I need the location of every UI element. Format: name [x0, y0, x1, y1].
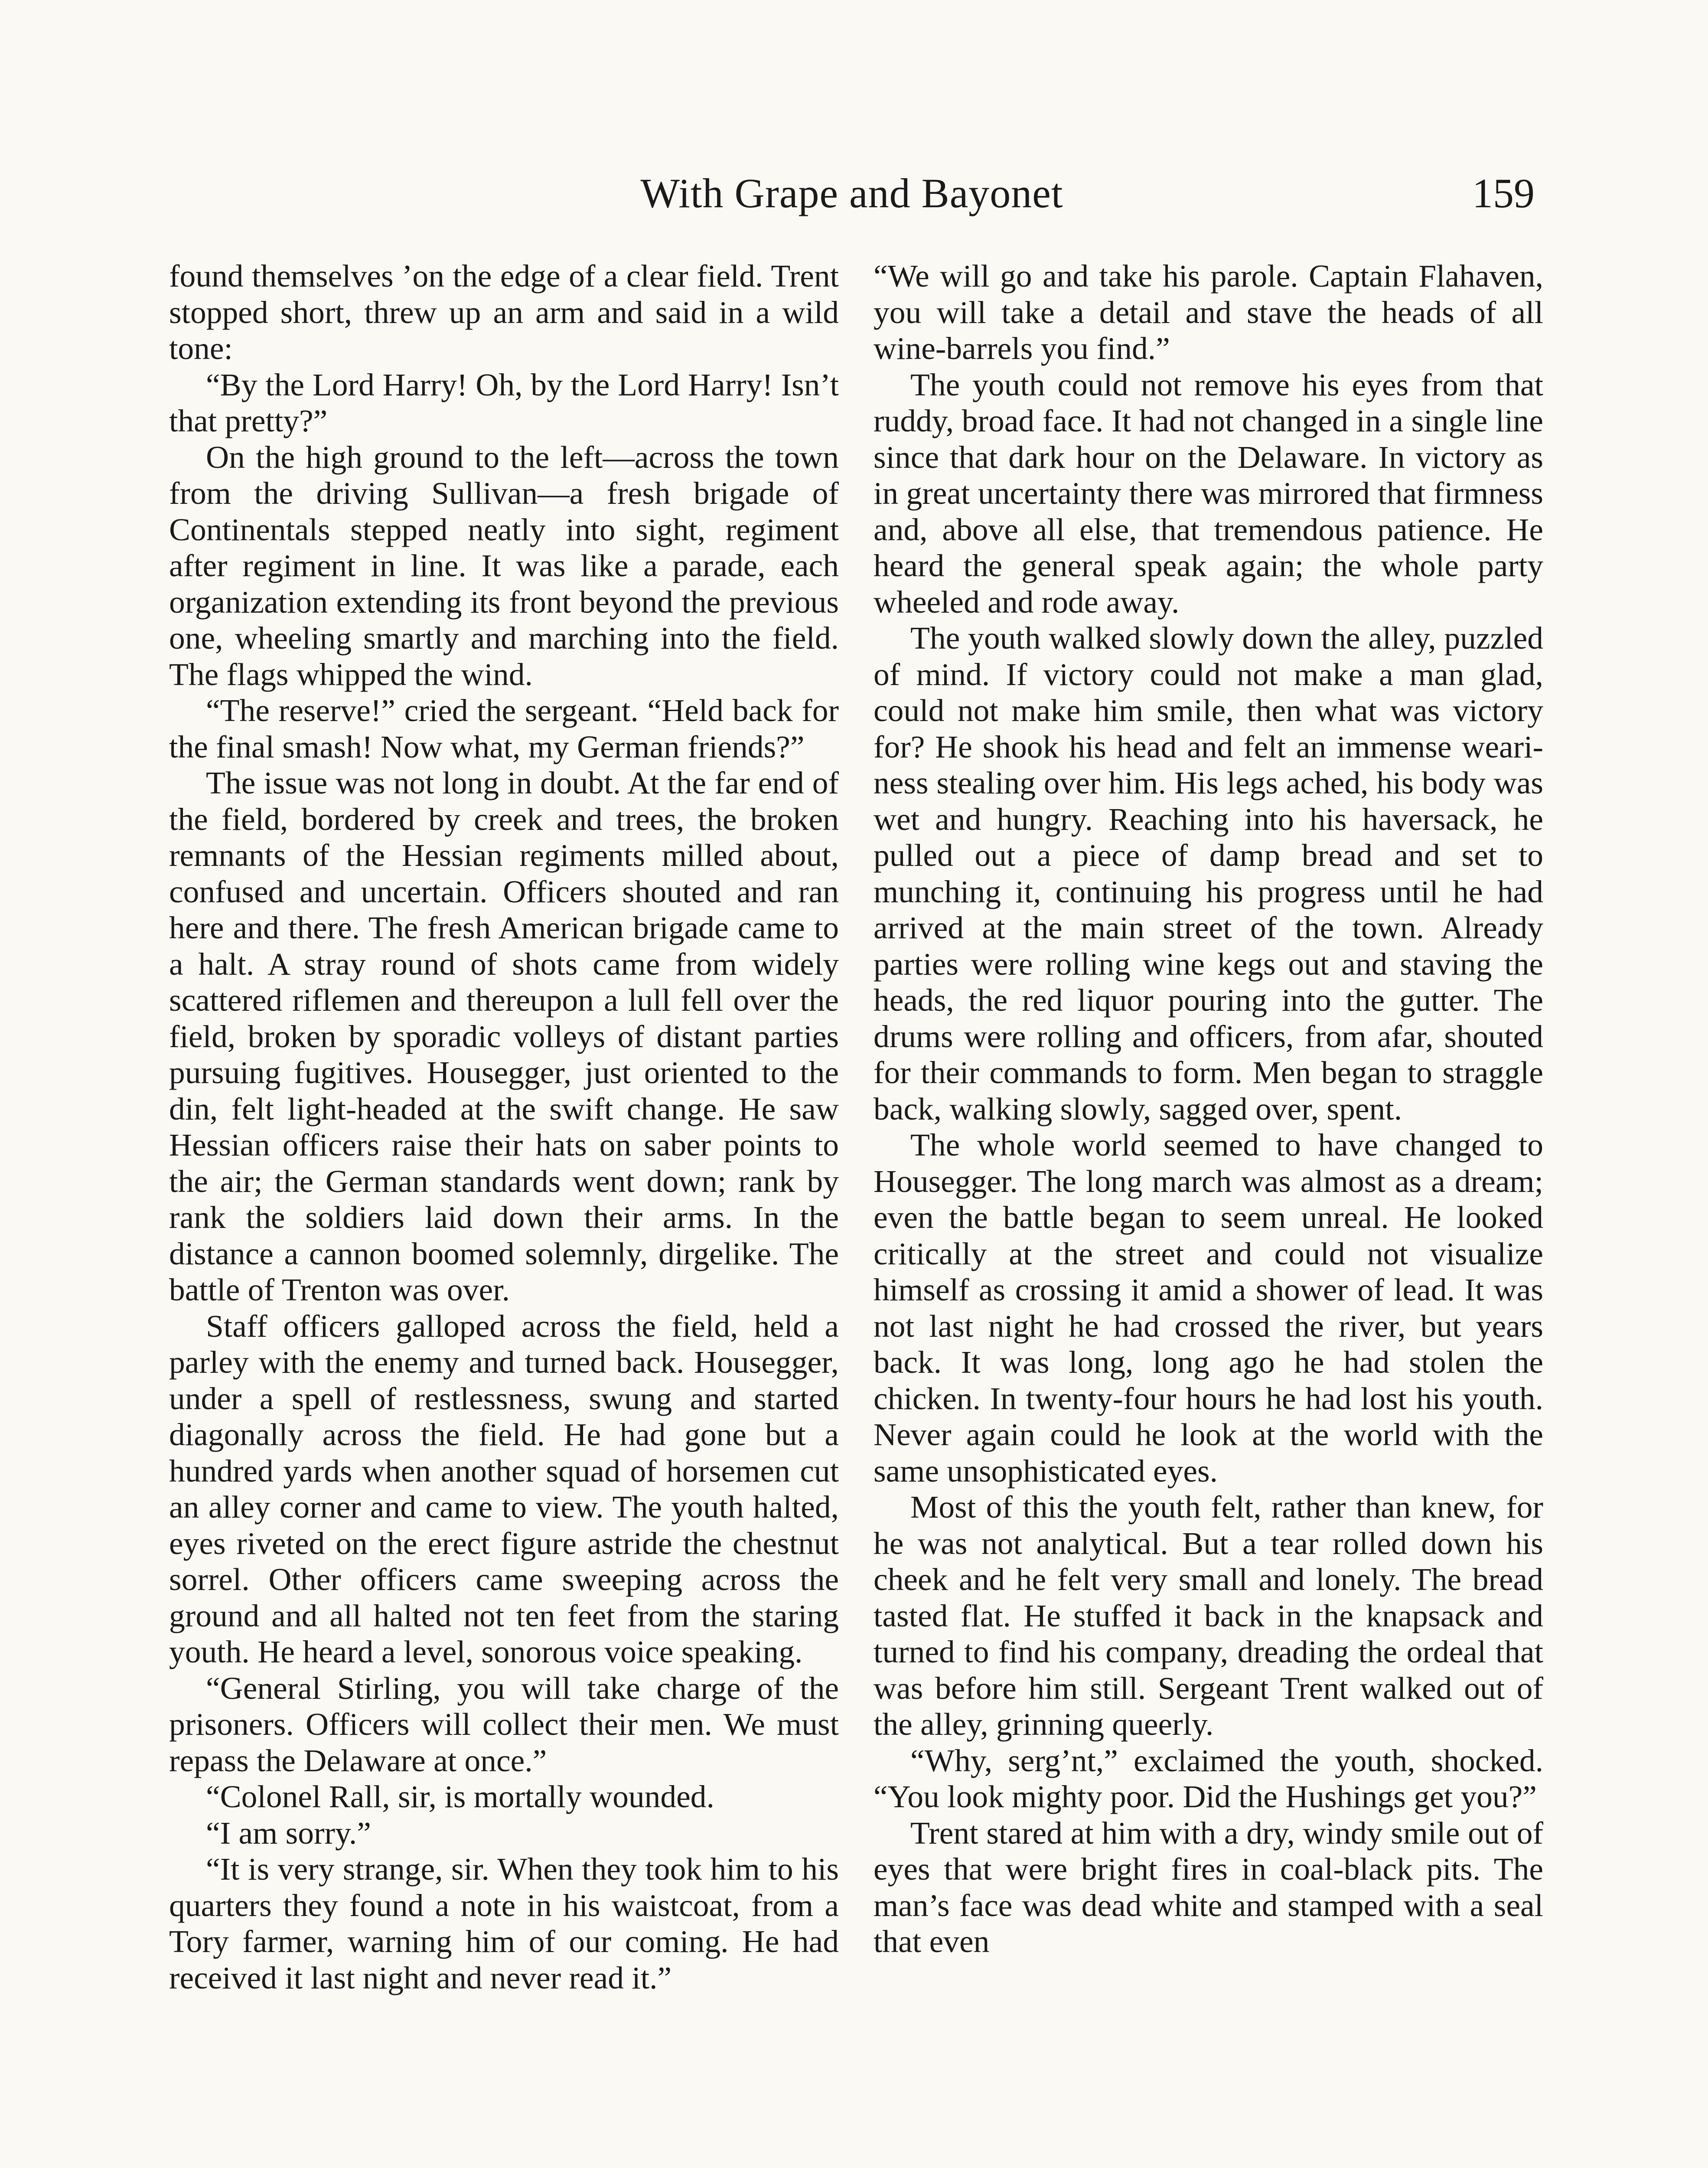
running-head [169, 169, 1535, 230]
paragraph: On the high ground to the left—across the town from the driving Sullivan—a fresh brigade of Continentals stepped neatly into sight, regiment after regiment in line. It was like a parade, each organization extending its front beyond the previous one, wheeling smartly and marching into the field. The flags whipped the wind. [169, 439, 839, 692]
paragraph: “General Stirling, you will take charge of the prisoners. Officers will collect their men. We must repass the Delaware at once.” [169, 1670, 839, 1778]
paragraph: The whole world seemed to have changed to Housegger. The long march was almost as a dream; even the battle began to seem unreal. He looked critically at the street and could not visualize himself as crossing it amid a shower of lead. It was not last night he had crossed the river, but years back. It was long, long ago he had stolen the chicken. In twenty-four hours he had lost his youth. Never again could he look at the world with the same unsophisticated eyes. [874, 1127, 1543, 1489]
paragraph: Staff officers galloped across the field, held a parley with the enemy and turned back. Housegger, under a spell of restlessness, swung and started diagonally across the field. He had gone but a hundred yards when another squad of horsemen cut an alley corner and came to view. The youth halted, eyes riveted on the erect figure astride the chestnut sorrel. Other officers came sweeping across the ground and all halted not ten feet from the staring youth. He heard a level, sonorous voice speaking. [169, 1308, 839, 1669]
right-column [874, 258, 1543, 1960]
left-column [169, 258, 839, 1996]
paragraph: “Colonel Rall, sir, is mortally wounded. [206, 1779, 714, 1814]
paragraph: “By the Lord Harry! Oh, by the Lord Harry! Isn’t that pretty?” [169, 367, 839, 438]
running-title: With Grape and Bayonet [640, 170, 1063, 216]
paragraph: Trent stared at him with a dry, windy smile out of eyes that were bright fires in coal-black pits. The man’s face was dead white and stamped with a seal that even [874, 1815, 1543, 1959]
paragraph: “I am sorry.” [206, 1815, 371, 1851]
paragraph: “It is very strange, sir. When they took him to his quarters they found a note in his waistcoat, from a Tory farmer, warning him of our coming. He had received it last night and never read it.” [169, 1851, 839, 1995]
paragraph: “The reserve!” cried the sergeant. “Held back for the final smash! Now what, my German friends?” [169, 693, 839, 764]
paragraph: The youth could not remove his eyes from that ruddy, broad face. It had not changed in a single line since that dark hour on the Delaware. In victory as in great uncertainty there was mirrored that firmness and, above all else, that tremendous patience. He heard the general speak again; the whole party wheeled and rode away. [874, 367, 1543, 620]
paragraph: “We will go and take his parole. Captain Flahaven, you will take a detail and stave the heads of all wine-barrels you find.” [874, 258, 1543, 366]
paragraph: The youth walked slowly down the alley, puzzled of mind. If victory could not make a man glad, could not make him smile, then what was victory for? He shook his head and felt an immense weariness stealing over him. His legs ached, his body was wet and hungry. Reaching into his haversack, he pulled out a piece of damp bread and set to munching it, continuing his progress until he had arrived at the main street of the town. Already parties were rolling wine kegs out and staving the heads, the red liquor pouring into the gutter. The drums were rolling and officers, from afar, shouted for their commands to form. Men began to straggle back, walking slowly, sagged over, spent. [874, 620, 1543, 1126]
paragraph: Most of this the youth felt, rather than knew, for he was not analytical. But a tear rolled down his cheek and he felt very small and lonely. The bread tasted flat. He stuffed it back in the knapsack and turned to find his company, dreading the ordeal that was before him still. Sergeant Trent walked out of the alley, grinning queerly. [874, 1489, 1543, 1742]
paragraph: “Why, serg’nt,” exclaimed the youth, shocked. “You look mighty poor. Did the Hushings get you?” [874, 1743, 1543, 1814]
paragraph: The issue was not long in doubt. At the far end of the field, bordered by creek and trees, the broken remnants of the Hessian regiments milled about, confused and uncertain. Officers shouted and ran here and there. The fresh American brigade came to a halt. A stray round of shots came from widely scattered riflemen and thereupon a lull fell over the field, broken by sporadic volleys of distant parties pursuing fugitives. Housegger, just oriented to the din, felt light-headed at the swift change. He saw Hessian officers raise their hats on saber points to the air; the German standards went down; rank by rank the soldiers laid down their arms. In the distance a cannon boomed solemnly, dirgelike. The battle of Trenton was over. [169, 765, 839, 1307]
page-number: 159 [1472, 170, 1535, 216]
paragraph: found themselves ’on the edge of a clear field. Trent stopped short, threw up an arm and said in a wild tone: [169, 258, 839, 366]
